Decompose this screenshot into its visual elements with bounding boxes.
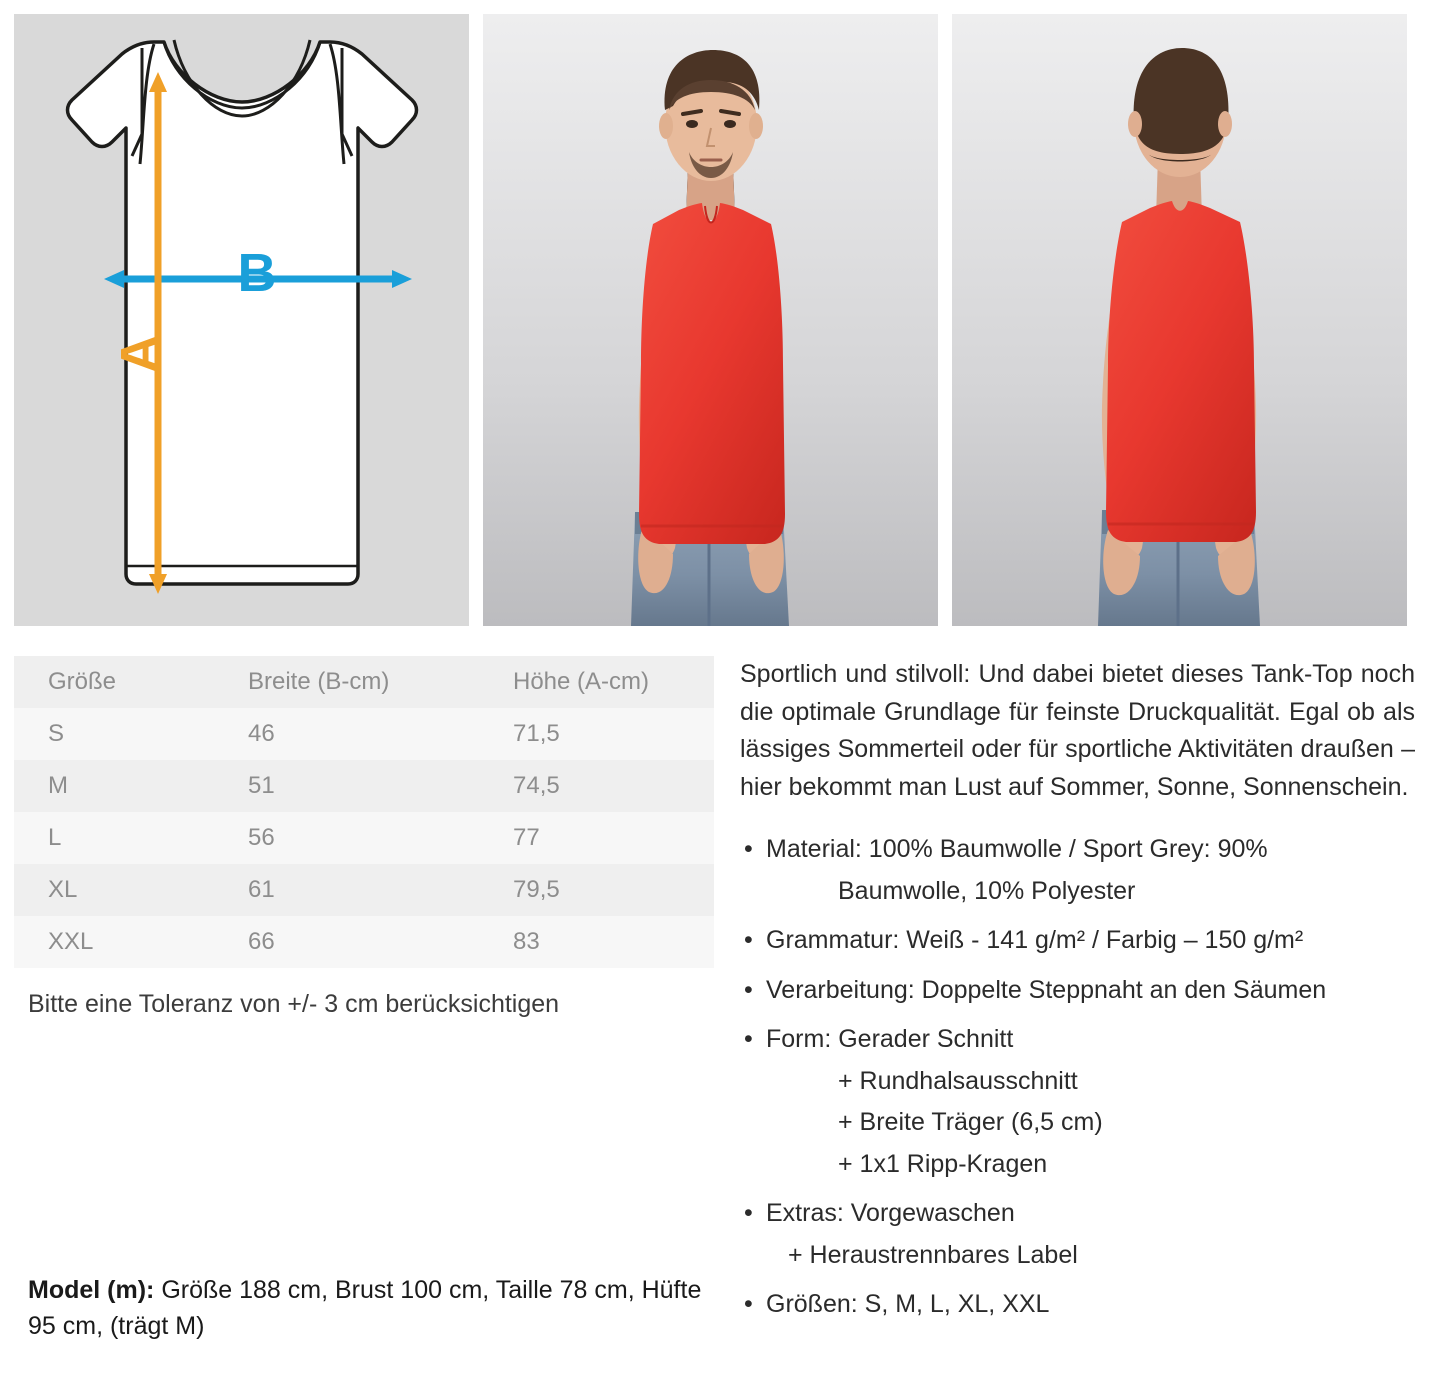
- model-note-label: Model (m):: [28, 1276, 155, 1304]
- front-photo: [483, 14, 938, 626]
- cell-height: 71,5: [513, 720, 560, 747]
- lower-section: [0, 626, 1445, 1337]
- list-item: [740, 1287, 1415, 1323]
- column-header-width: Breite (B-cm): [248, 668, 390, 695]
- cell-height: 79,5: [513, 876, 560, 903]
- spec-main: Extras: Vorgewaschen: [766, 1199, 1015, 1227]
- cell-height: 77: [513, 824, 540, 851]
- front-photo-panel: [483, 14, 938, 626]
- svg-text:A: A: [110, 334, 170, 374]
- spec-sub: + Heraustrennbares Label: [788, 1240, 1078, 1269]
- spec-main: Verarbeitung: Doppelte Steppnaht an den Säumen: [766, 975, 1327, 1004]
- back-photo-panel: [952, 14, 1407, 626]
- table-row: [14, 864, 714, 916]
- list-item: [740, 1196, 1415, 1273]
- cell-size: XXL: [48, 928, 94, 955]
- tolerance-note: Bitte eine Toleranz von +/- 3 cm berücksichtigen: [28, 990, 560, 1018]
- svg-text:B: B: [237, 243, 277, 303]
- cell-width: 46: [248, 720, 275, 747]
- cell-size: XL: [48, 876, 78, 903]
- image-row: [0, 0, 1445, 626]
- column-header-size: Größe: [48, 668, 117, 695]
- table-row: [14, 708, 714, 760]
- column-header-height: Höhe (A-cm): [513, 668, 650, 695]
- list-item: [740, 973, 1415, 1009]
- cell-width: 61: [248, 876, 275, 903]
- product-intro-text: Sportlich und stilvoll: Und dabei bietet dieses Tank-Top noch die optimale Grundlage für feinste Druckqualität. Egal ob als lässiges Sommerteil oder für sportliche Aktivitäten draußen – hier bekommt man Lust auf Sommer, Sonne, Sonnenschein.: [740, 660, 1415, 801]
- cell-size: S: [48, 720, 65, 747]
- cell-height: 74,5: [513, 772, 560, 799]
- description-column: [740, 656, 1415, 1337]
- size-table-column: [14, 656, 714, 1337]
- tank-top-diagram: [14, 14, 469, 626]
- list-item: [740, 1022, 1415, 1182]
- cell-height: 83: [513, 928, 540, 955]
- table-row: [14, 916, 714, 968]
- technical-drawing-panel: [14, 14, 469, 626]
- spec-main: Material: 100% Baumwolle / Sport Grey: 90%: [766, 835, 1268, 863]
- table-header-row: [14, 656, 714, 708]
- spec-sub: + Breite Träger (6,5 cm): [838, 1108, 1103, 1136]
- size-table: [14, 656, 714, 968]
- cell-width: 56: [248, 824, 275, 851]
- model-note-text: Größe 188 cm, Brust 100 cm, Taille 78 cm, Hüfte 95 cm, (trägt M): [28, 1276, 702, 1341]
- spec-main: Form: Gerader Schnitt: [766, 1025, 1014, 1053]
- table-row: [14, 760, 714, 812]
- cell-width: 66: [248, 928, 275, 955]
- spec-main: Grammatur: Weiß - 141 g/m² / Farbig – 150 g/m²: [766, 926, 1304, 954]
- spec-main: Größen: S, M, L, XL, XXL: [766, 1290, 1050, 1318]
- list-item: [740, 923, 1415, 959]
- spec-sub: Baumwolle, 10% Polyester: [838, 876, 1136, 905]
- list-item: [740, 832, 1415, 909]
- model-note: [28, 1272, 728, 1345]
- cell-size: M: [48, 772, 68, 799]
- spec-sub: + 1x1 Ripp-Kragen: [838, 1149, 1048, 1178]
- spec-list: [740, 832, 1415, 1323]
- cell-width: 51: [248, 772, 275, 799]
- spec-sub: + Rundhalsausschnitt: [838, 1066, 1078, 1095]
- back-photo: [952, 14, 1407, 626]
- table-row: [14, 812, 714, 864]
- cell-size: L: [48, 824, 62, 851]
